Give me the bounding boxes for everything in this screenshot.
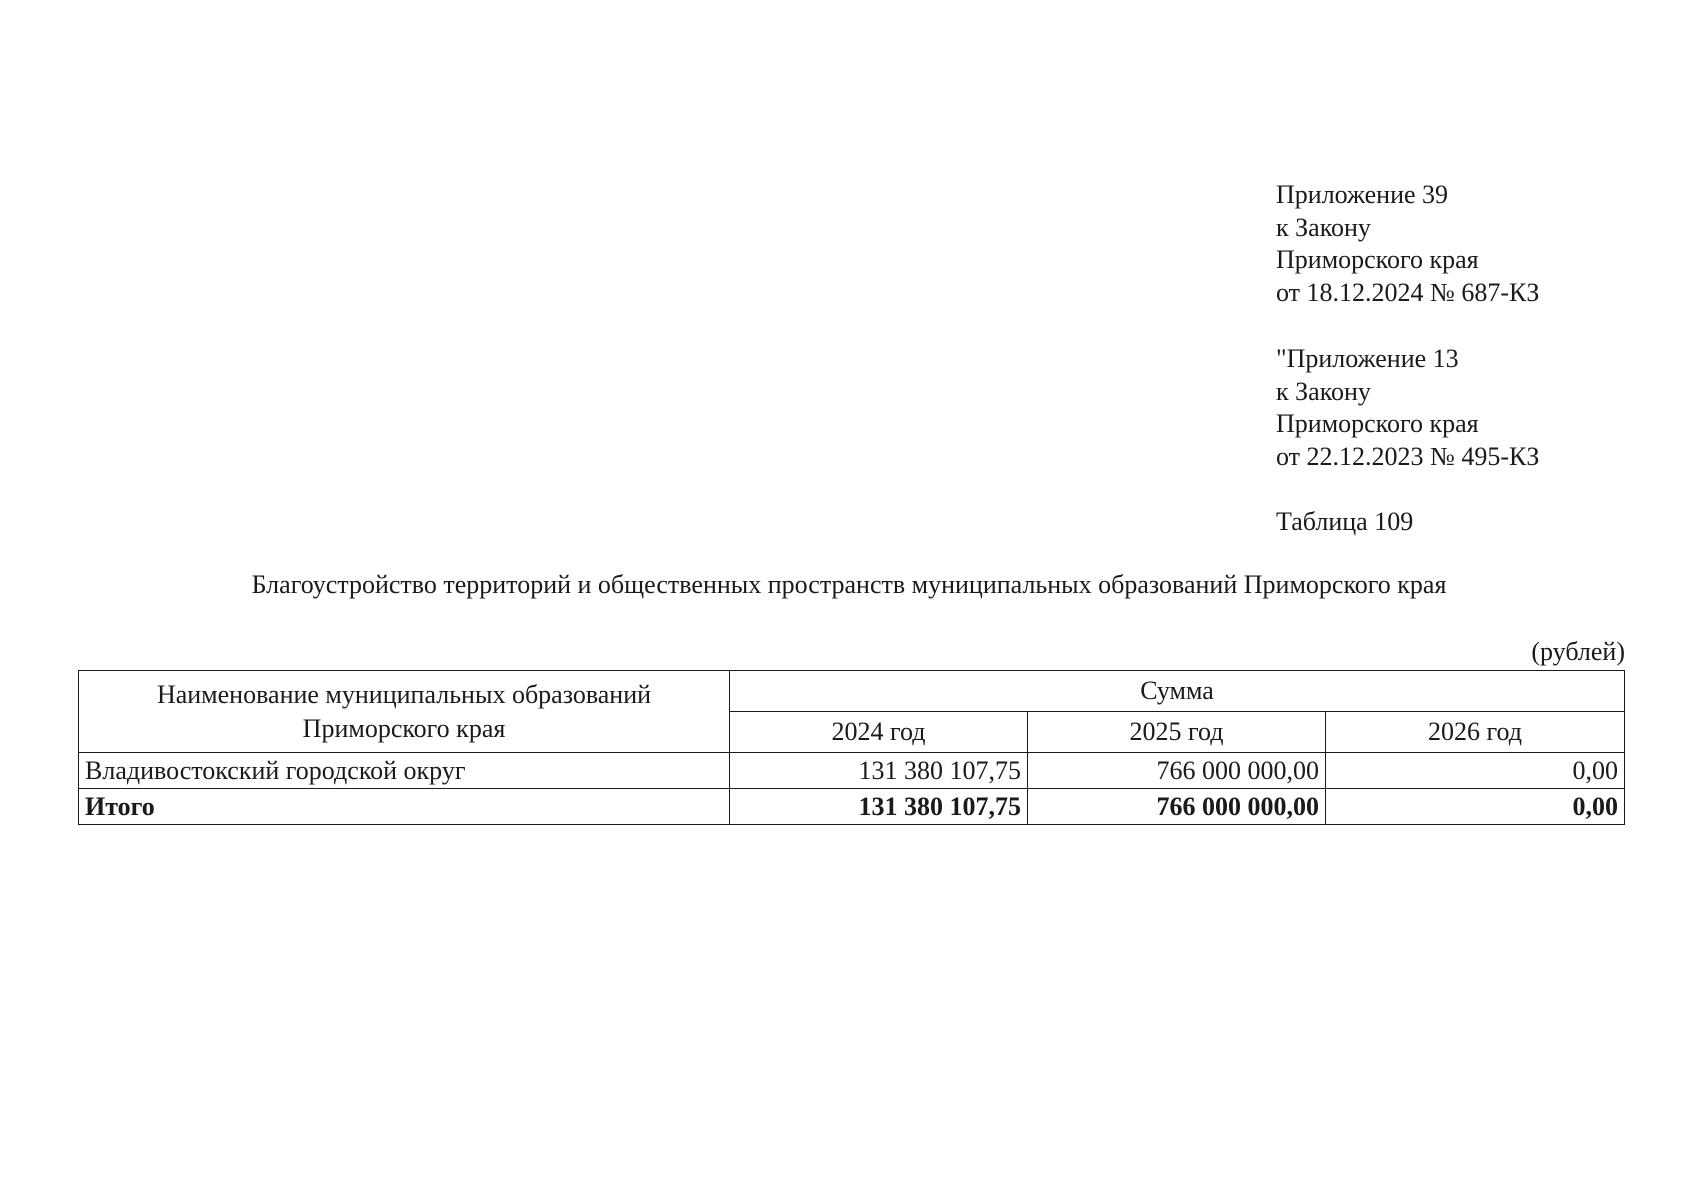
annex-current-number: Приложение 39 <box>1276 180 1449 209</box>
header-municipality <box>79 671 730 753</box>
total-row <box>79 789 1625 825</box>
amount-2026: 0,00 <box>1326 753 1625 789</box>
annex-current-region: Приморского края <box>1276 245 1479 274</box>
annex-original-date: от 22.12.2023 № 495-КЗ <box>1276 441 1540 471</box>
header-municipality-line1: Наименование муниципальных образований <box>156 679 652 709</box>
document-title: Благоустройство территорий и общественных пространств муниципальных образований Приморского края <box>251 570 1447 599</box>
total-2025: 766 000 000,00 <box>1028 789 1326 825</box>
table-number: Таблица 109 <box>1276 507 1414 536</box>
annex-current-law: к Закону <box>1276 212 1371 242</box>
annex-current-reference <box>1276 179 1539 309</box>
annex-original-number: "Приложение 13 <box>1276 344 1459 373</box>
amount-2024: 131 380 107,75 <box>730 753 1028 789</box>
annex-original-law: к Закону <box>1276 376 1371 406</box>
header-year-2026: 2026 год <box>1326 712 1625 753</box>
budget-table <box>78 670 1625 825</box>
header-municipality-line2: Приморского края <box>302 713 506 743</box>
amount-2025: 766 000 000,00 <box>1028 753 1326 789</box>
table-row <box>79 753 1625 789</box>
total-2026: 0,00 <box>1326 789 1625 825</box>
header-year-2025: 2025 год <box>1028 712 1326 753</box>
annex-original-region: Приморского края <box>1276 409 1479 438</box>
annex-current-date: от 18.12.2024 № 687-КЗ <box>1276 277 1540 307</box>
municipality-name: Владивостокский городской округ <box>79 753 730 789</box>
total-label: Итого <box>79 789 730 825</box>
unit-note: (рублей) <box>1531 637 1625 666</box>
total-2024: 131 380 107,75 <box>730 789 1028 825</box>
annex-original-reference <box>1276 343 1539 473</box>
header-year-2024: 2024 год <box>730 712 1028 753</box>
header-sum: Сумма <box>730 671 1625 712</box>
